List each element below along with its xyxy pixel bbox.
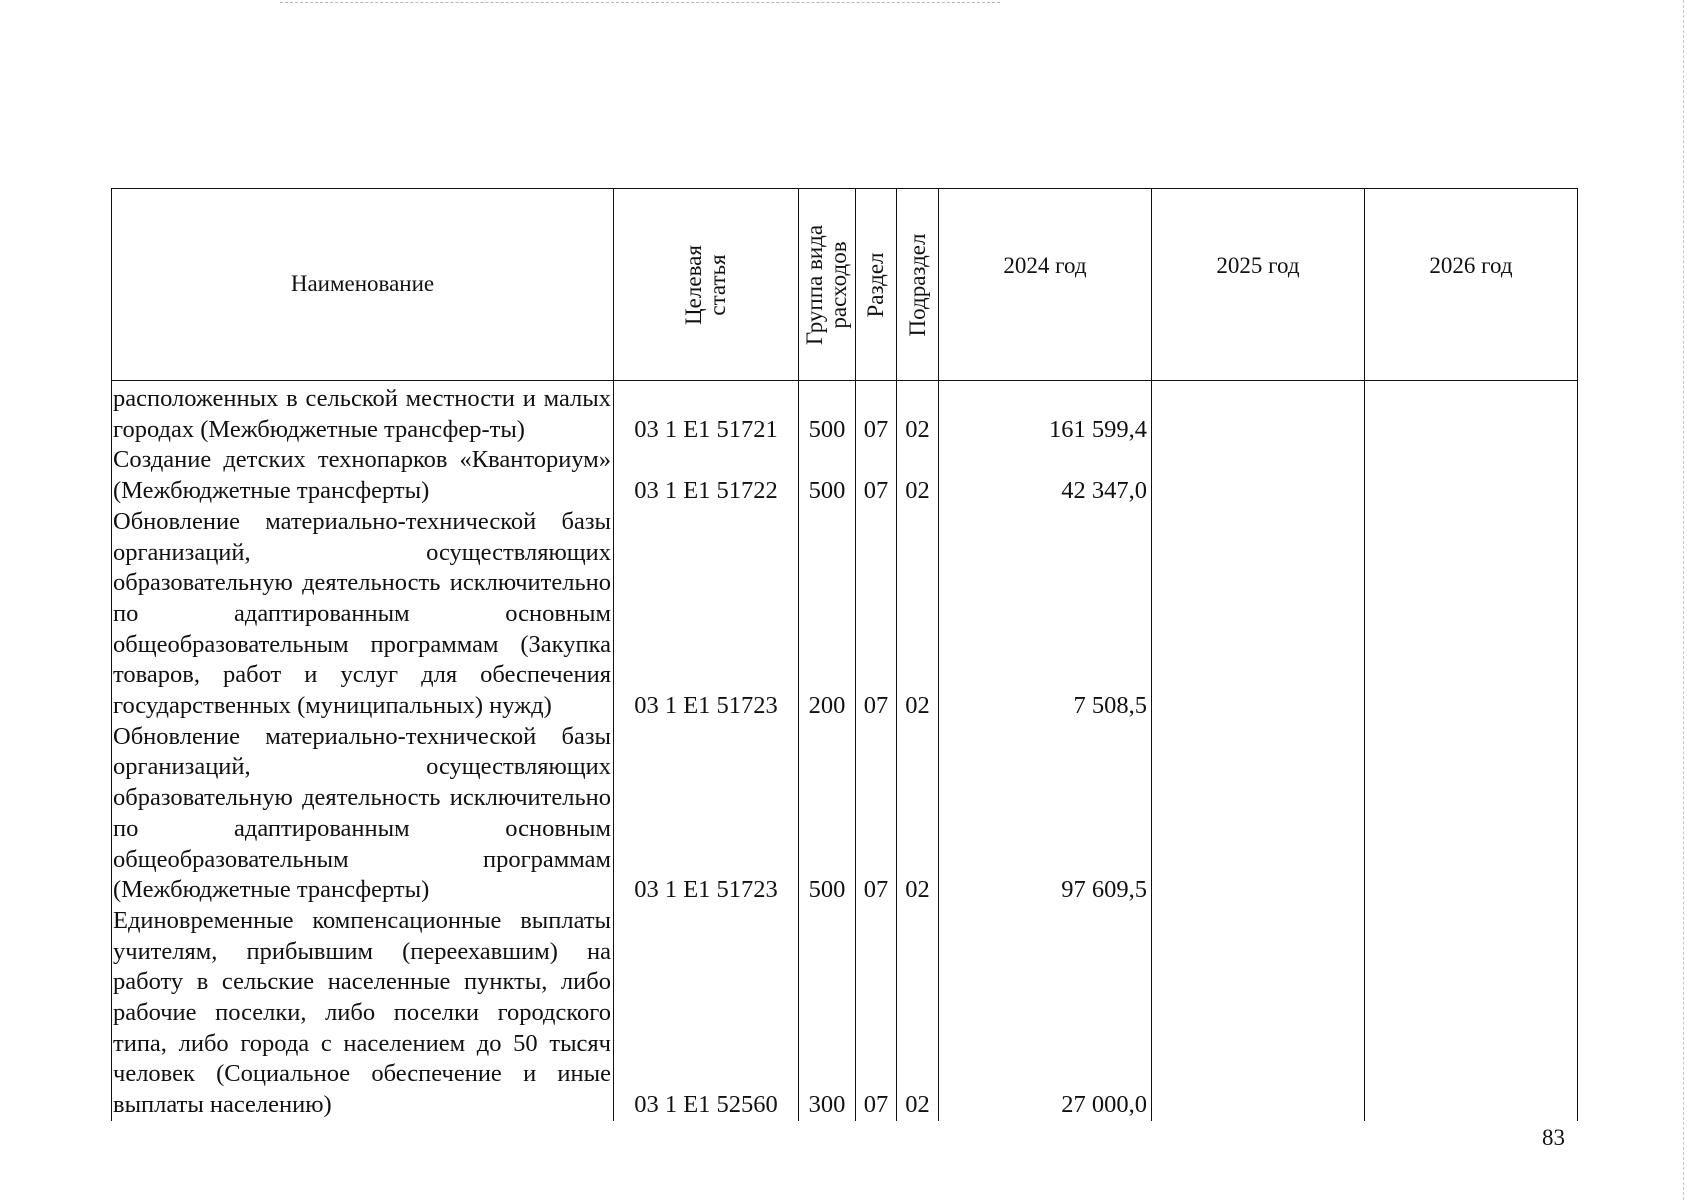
table-row: [112, 722, 1578, 906]
row-section: 07: [856, 507, 897, 722]
row-amount-2024: 97 609,5: [939, 722, 1152, 906]
table-row: [112, 507, 1578, 722]
table-row: [112, 381, 1578, 446]
row-amount-2026: [1365, 722, 1578, 906]
header-year-2024: 2024 год: [939, 189, 1152, 381]
row-name: расположенных в сельской местности и малых городах (Межбюджетные трансфер-ты): [112, 381, 614, 446]
row-expense-group: 500: [799, 381, 856, 446]
header-target-article: Целевая статья: [614, 189, 799, 381]
row-amount-2026: [1365, 507, 1578, 722]
row-target-article: 03 1 E1 51722: [614, 445, 799, 506]
row-name: Обновление материально-технической базы организаций, осуществляющих образовательную деятельность исключительно по адаптированным основным общеобразовательным программам (Закупка товаров, работ и услуг для обеспечения государственных (муниципальных) нужд): [112, 507, 614, 722]
row-name: Создание детских технопарков «Кванториум» (Межбюджетные трансферты): [112, 445, 614, 506]
row-subsection: 02: [897, 507, 939, 722]
header-year-2026: 2026 год: [1365, 189, 1578, 381]
row-target-article: 03 1 E1 51723: [614, 722, 799, 906]
row-amount-2026: [1365, 445, 1578, 506]
row-amount-2025: [1152, 906, 1365, 1121]
budget-table: [111, 188, 1578, 1121]
scan-top-rule: [280, 2, 1000, 3]
row-expense-group: 500: [799, 722, 856, 906]
table-header: [112, 189, 1578, 381]
row-amount-2025: [1152, 381, 1365, 446]
row-section: 07: [856, 445, 897, 506]
row-expense-group: 500: [799, 445, 856, 506]
table-body: [112, 381, 1578, 1121]
row-amount-2024: 42 347,0: [939, 445, 1152, 506]
header-name: Наименование: [112, 189, 614, 381]
scan-right-edge: [1683, 0, 1684, 1200]
page-number: 83: [1542, 1125, 1565, 1150]
row-amount-2024: 27 000,0: [939, 906, 1152, 1121]
row-subsection: 02: [897, 906, 939, 1121]
row-amount-2026: [1365, 906, 1578, 1121]
header-year-2025: 2025 год: [1152, 189, 1365, 381]
row-target-article: 03 1 E1 51723: [614, 507, 799, 722]
header-expense-group: Группа вида расходов: [799, 189, 856, 381]
row-subsection: 02: [897, 445, 939, 506]
row-name: Единовременные компенсационные выплаты учителям, прибывшим (переехавшим) на работу в сельские населенные пункты, либо рабочие поселки, либо поселки городского типа, либо города с населением до 50 тысяч человек (Социальное обеспечение и иные выплаты населению): [112, 906, 614, 1121]
row-section: 07: [856, 906, 897, 1121]
table-row: [112, 445, 1578, 506]
row-expense-group: 200: [799, 507, 856, 722]
row-amount-2025: [1152, 445, 1365, 506]
table-row: [112, 906, 1578, 1121]
row-amount-2025: [1152, 722, 1365, 906]
row-amount-2024: 161 599,4: [939, 381, 1152, 446]
header-subsection: Подраздел: [897, 189, 939, 381]
row-subsection: 02: [897, 722, 939, 906]
row-section: 07: [856, 381, 897, 446]
row-amount-2024: 7 508,5: [939, 507, 1152, 722]
row-name: Обновление материально-технической базы организаций, осуществляющих образовательную деятельность исключительно по адаптированным основным общеобразовательным программам (Межбюджетные трансферты): [112, 722, 614, 906]
row-amount-2026: [1365, 381, 1578, 446]
row-target-article: 03 1 E1 51721: [614, 381, 799, 446]
row-subsection: 02: [897, 381, 939, 446]
row-target-article: 03 1 E1 52560: [614, 906, 799, 1121]
row-expense-group: 300: [799, 906, 856, 1121]
row-section: 07: [856, 722, 897, 906]
header-row: [112, 189, 1578, 381]
row-amount-2025: [1152, 507, 1365, 722]
header-section: Раздел: [856, 189, 897, 381]
